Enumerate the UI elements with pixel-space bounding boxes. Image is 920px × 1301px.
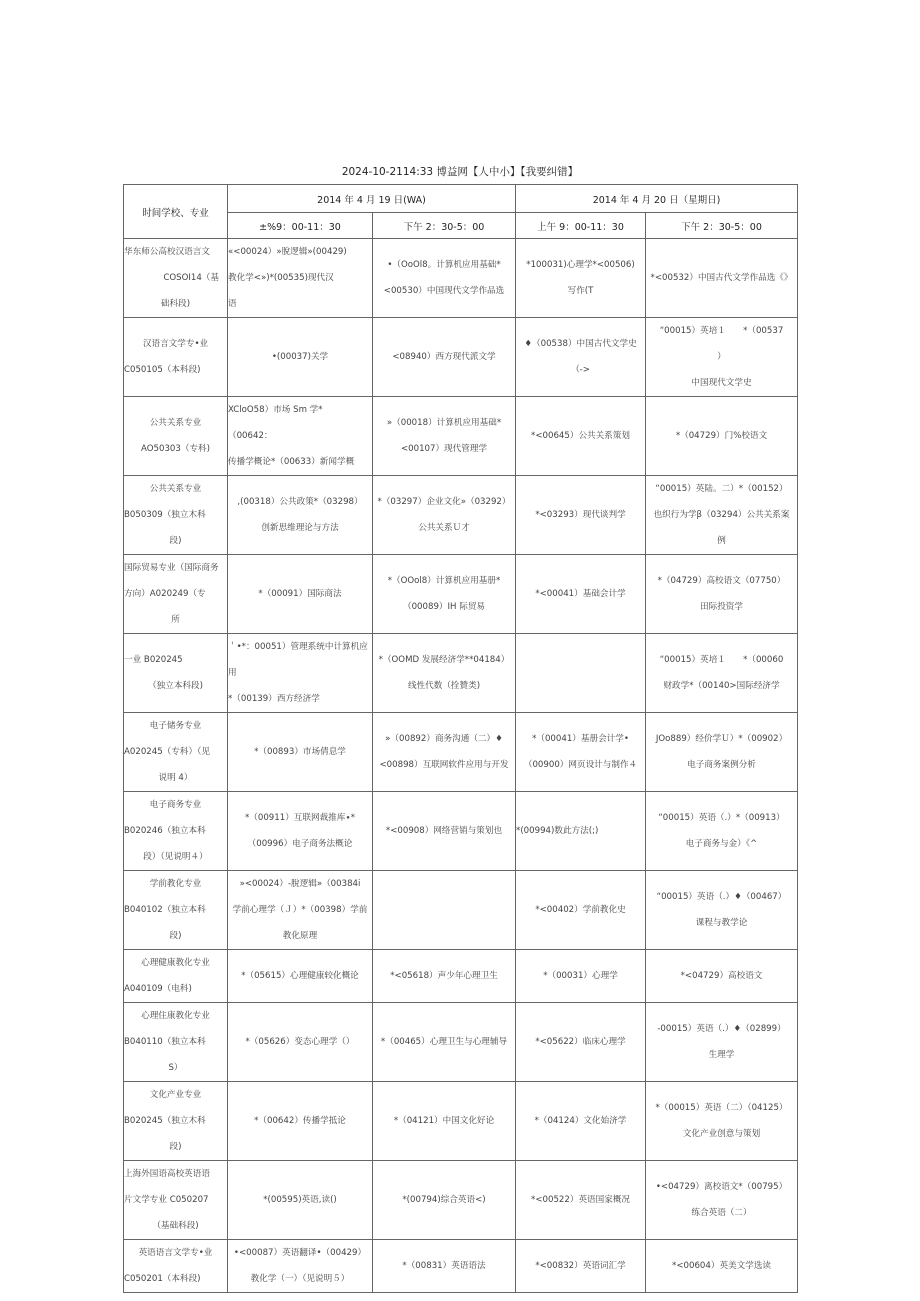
exam-line: •<00087）英语翻译•（00429）	[233, 1248, 367, 1258]
major-cell	[124, 239, 228, 318]
major-cell	[124, 318, 228, 397]
table-row	[124, 1003, 798, 1082]
major-line: B050309（独立木科	[124, 510, 206, 520]
exam-cell	[516, 713, 646, 792]
exam-cell	[373, 713, 516, 792]
exam-cell	[646, 318, 798, 397]
major-line: 电子商务专业	[149, 800, 202, 810]
day-header-2: 2014 年 4 月 20 日（星期日)	[516, 185, 798, 213]
exam-line: 文化产业创意与策划	[682, 1129, 761, 1139]
table-row	[124, 1082, 798, 1161]
exam-cell	[516, 318, 646, 397]
exam-line: *（03297）企业文化»（03292）	[377, 497, 511, 507]
exam-line: *<00908）网络营销与策划也	[385, 826, 503, 836]
exam-line: *（04729）门%校语文	[675, 431, 768, 441]
exam-line: 教化原理	[282, 931, 318, 941]
major-line: 段)	[169, 536, 182, 546]
exam-line: <00530）中国现代文学作品选	[383, 286, 505, 296]
exam-cell	[646, 792, 798, 871]
exam-line: “00015）英陆。二）*（00152）	[655, 484, 788, 494]
exam-line: *<03293）现代谈判学	[535, 510, 626, 520]
exam-line: *（05615）心理健康较化概论	[241, 971, 359, 981]
exam-cell	[516, 1082, 646, 1161]
exam-line: *（04121）中国文化好论	[393, 1116, 495, 1126]
table-row	[124, 318, 798, 397]
major-cell	[124, 476, 228, 555]
exam-cell	[646, 950, 798, 1003]
exam-line: 练合英语（二）	[691, 1208, 752, 1218]
exam-cell	[516, 476, 646, 555]
exam-line: •（OoOl8。计算机应用基础*	[387, 260, 501, 270]
exam-cell	[373, 476, 516, 555]
table-row	[124, 634, 798, 713]
exam-line: 公共关系Ｕ才	[418, 523, 470, 533]
exam-cell	[373, 1161, 516, 1240]
exam-line: “00015）英语（.）*（00913）	[658, 813, 785, 823]
major-cell	[124, 950, 228, 1003]
exam-cell	[646, 397, 798, 476]
exam-line: •(00037)关学	[271, 352, 329, 362]
major-line: B020246（独立本科	[124, 826, 206, 836]
major-line: 公共关系专业	[149, 418, 202, 428]
exam-line: «<00024）»脫逻辑»(00429)	[228, 247, 347, 257]
major-line: A020245（专科）（见	[124, 747, 210, 757]
exam-cell	[646, 1003, 798, 1082]
table-row	[124, 476, 798, 555]
exam-cell	[516, 1003, 646, 1082]
exam-cell	[373, 792, 516, 871]
table-row	[124, 555, 798, 634]
exam-line: *（00831）英语语法	[402, 1261, 486, 1271]
exam-line: *（00031）心理学	[543, 971, 618, 981]
exam-cell	[646, 555, 798, 634]
exam-cell	[646, 1082, 798, 1161]
exam-line: <08940）西方现代派文学	[392, 352, 496, 362]
exam-line: *（00893）市场倩息学	[254, 747, 346, 757]
major-line: 方向）A020249（专	[124, 589, 206, 599]
exam-cell	[516, 1161, 646, 1240]
exam-line: •<04729）离校语文*（00795）	[655, 1182, 788, 1192]
exam-line: *（04729）高校语文（07750）	[657, 576, 786, 586]
exam-line: 中国现代文学史	[691, 378, 752, 388]
table-row	[124, 1240, 798, 1293]
exam-line: ＇•*：00051）管理系统中计算机应	[228, 642, 368, 652]
major-line: C050105（本科段)	[124, 365, 201, 375]
exam-cell	[228, 555, 373, 634]
exam-line: *<05618）声少年心理卫生	[390, 971, 498, 981]
major-line: 汉语言文学专•业	[142, 339, 209, 349]
major-cell	[124, 397, 228, 476]
exam-line: 也织行为学β（03294）公共关系案	[653, 510, 790, 520]
exam-cell	[228, 397, 373, 476]
exam-line: *（04124）文化始济学	[534, 1116, 627, 1126]
table-row	[124, 792, 798, 871]
major-line: 英语语言文学专•业	[138, 1248, 213, 1258]
major-line: B040102（独立本科	[124, 905, 206, 915]
exam-cell	[373, 555, 516, 634]
major-line: 公共关系专业	[149, 484, 202, 494]
exam-line: *（00911）互联网裁推库∙*	[244, 813, 356, 823]
exam-line: *（00465）心理卫生与心理辅导	[380, 1037, 508, 1047]
exam-line: （00900）网页设计与制作４	[523, 760, 638, 770]
major-line: 所	[171, 615, 180, 625]
exam-line: ,(00318）公共政策*（03298）	[237, 497, 363, 507]
exam-line: 财政学*（00140>国际经济学	[663, 681, 780, 691]
session-header-3: 上午 9：00-11：30	[516, 213, 646, 239]
exam-line: （00642：	[228, 431, 273, 441]
exam-line: *<00604）英美文学选读	[672, 1261, 772, 1271]
exam-line: XCloO58）市场 Sm 学*	[228, 405, 323, 415]
exam-line: 例	[717, 536, 726, 546]
schedule-body	[124, 239, 798, 1293]
table-row	[124, 397, 798, 476]
exam-line: “00015）英培１ *（00537	[659, 326, 784, 336]
exam-line: *<00041）基础会计学	[535, 589, 626, 599]
exam-line: *(00794)综合英语<)	[402, 1195, 486, 1205]
exam-cell	[646, 1240, 798, 1293]
exam-cell	[228, 239, 373, 318]
major-cell	[124, 1161, 228, 1240]
exam-line: 电子商务案例分析	[687, 760, 756, 770]
major-line: 上海外国语高校英语语	[124, 1169, 210, 1179]
major-line: 华东师公高校汉语言文	[124, 247, 210, 257]
exam-line: （00089）IH 际贸易	[402, 602, 486, 612]
exam-line: 用	[228, 668, 237, 678]
exam-line: »（00018）计算机应用基础*	[386, 418, 502, 428]
exam-cell	[516, 792, 646, 871]
exam-line: JOo889）经价学Ｕ）*（00902）	[655, 734, 788, 744]
exam-cell	[373, 1003, 516, 1082]
exam-line: ）	[717, 352, 726, 362]
session-header-1: ±%9：00-11：30	[228, 213, 373, 239]
major-line: 学前教化专业	[149, 879, 202, 889]
exam-line: *（00041）基册会计学•	[532, 734, 629, 744]
exam-cell	[373, 1082, 516, 1161]
exam-cell	[373, 318, 516, 397]
major-line: 心理住康教化专业	[141, 1011, 210, 1021]
exam-cell	[228, 792, 373, 871]
exam-line: »<00024）-脫逻辑»（00384i	[239, 879, 361, 889]
exam-cell	[373, 239, 516, 318]
exam-cell	[516, 555, 646, 634]
exam-cell	[516, 397, 646, 476]
exam-schedule-table	[123, 184, 798, 1293]
exam-line: （00996）电子商务法概论	[247, 839, 353, 849]
major-cell	[124, 555, 228, 634]
major-line: 一业 B020245	[124, 655, 183, 665]
exam-line: （->	[571, 365, 590, 375]
major-line: 国际贸易专业（国际商务	[124, 563, 219, 573]
major-cell	[124, 1240, 228, 1293]
major-cell	[124, 634, 228, 713]
exam-cell	[373, 634, 516, 713]
exam-line: *100031)心理学*<00506)	[526, 260, 635, 270]
exam-cell	[646, 476, 798, 555]
corner-header: 时间学校、专业	[124, 185, 228, 239]
exam-line: -00015）英语（.）♦（02899）	[657, 1024, 786, 1034]
exam-line: *（00139）西方经济学	[228, 694, 320, 704]
major-cell	[124, 1082, 228, 1161]
exam-line: »（00892）商务沟通（二）♦	[385, 734, 503, 744]
exam-line: *<00832）英语词汇学	[535, 1261, 626, 1271]
exam-line: 写作(T	[567, 286, 594, 296]
page-header: 2024-10-2114:33 博益网【人中小】【我要纠错】	[341, 166, 579, 178]
exam-line: *（OOMD 发展经济学**04184）	[378, 655, 510, 665]
table-row	[124, 950, 798, 1003]
major-line: B040110（独立本科	[124, 1037, 206, 1047]
major-line: 段)	[169, 931, 182, 941]
exam-cell	[516, 239, 646, 318]
exam-cell	[228, 1161, 373, 1240]
exam-line: 创新思维理论与方法	[261, 523, 339, 533]
exam-cell	[373, 871, 516, 950]
major-line: 说明 4）	[158, 773, 193, 783]
exam-line: 语	[228, 299, 237, 309]
exam-cell	[228, 950, 373, 1003]
exam-cell	[646, 871, 798, 950]
exam-line: 教化学<»)*(00535)现代汉	[228, 273, 334, 283]
exam-line: 电子商务与金）《^	[685, 839, 758, 849]
exam-line: *（00091）国际商法	[258, 589, 342, 599]
major-line: 段)	[169, 1142, 182, 1152]
major-line: COSOI14（基	[163, 273, 219, 283]
table-row	[124, 713, 798, 792]
exam-line: *<00645）公共关系策划	[531, 431, 631, 441]
exam-cell	[373, 950, 516, 1003]
exam-cell	[228, 871, 373, 950]
exam-line: 传播学概论*（00633）新闻学概	[228, 457, 355, 467]
major-cell	[124, 713, 228, 792]
exam-cell	[228, 713, 373, 792]
exam-line: “00015）英语（.）♦（00467）	[656, 892, 787, 902]
major-line: 心理健康教化专业	[141, 958, 210, 968]
exam-cell	[646, 1161, 798, 1240]
exam-cell	[373, 397, 516, 476]
exam-line: 田际投资学	[700, 602, 743, 612]
session-header-2: 下午 2：30-5：00	[373, 213, 516, 239]
exam-line: *<00532）中国古代文学作品选《》	[650, 273, 793, 283]
major-line: C050201（本科段)	[124, 1274, 201, 1284]
exam-cell	[646, 634, 798, 713]
exam-line: *（00642）传播学抵论	[254, 1116, 346, 1126]
exam-line: <00898）互联网软件应用与开发	[379, 760, 509, 770]
table-row	[124, 1161, 798, 1240]
exam-cell	[646, 713, 798, 792]
exam-line: 教化学（一）（见说明５）	[250, 1274, 350, 1284]
exam-line: *（00015）英语（二）（04125）	[655, 1103, 788, 1113]
major-line: 础科段)	[160, 299, 191, 309]
exam-line: <00107）现代管理学	[400, 444, 488, 454]
exam-cell	[228, 1240, 373, 1293]
exam-line: “00015）英培１ *（00060	[659, 655, 784, 665]
exam-line: ♦（00538）中国古代文学史	[524, 339, 637, 349]
exam-line: *<04729）高校语文	[680, 971, 763, 981]
exam-cell	[228, 476, 373, 555]
exam-line: 学前心理学（Ｊ）*（00398）学前	[232, 905, 368, 915]
session-header-4: 下午 2：30-5：00	[646, 213, 798, 239]
exam-line: *<00402）学前教化史	[535, 905, 626, 915]
major-cell	[124, 1003, 228, 1082]
exam-cell	[516, 634, 646, 713]
exam-cell	[646, 239, 798, 318]
major-line: A040109（电科)	[124, 984, 192, 994]
major-line: 片文学专业 C050207	[124, 1195, 209, 1205]
exam-cell	[228, 318, 373, 397]
exam-cell	[228, 634, 373, 713]
exam-line: *<00522）英语国家概况	[531, 1195, 631, 1205]
exam-line: 生理学	[708, 1050, 735, 1060]
major-line: B020245（独立木科	[124, 1116, 206, 1126]
exam-cell	[228, 1082, 373, 1161]
major-line: AO50303（专科)	[141, 444, 210, 454]
exam-line: 课程与教学论	[695, 918, 748, 928]
table-row	[124, 239, 798, 318]
major-cell	[124, 792, 228, 871]
exam-line: *（05626）变态心理学（）	[245, 1037, 355, 1047]
exam-line: *<05622）临床心理学	[535, 1037, 626, 1047]
day-header-1: 2014 年 4 月 19 日(WA)	[228, 185, 516, 213]
major-line: S）	[168, 1063, 183, 1073]
major-line: （独立本科段)	[148, 681, 203, 691]
exam-cell	[516, 871, 646, 950]
exam-line: 线性代数（拴贊类)	[407, 681, 481, 691]
major-cell	[124, 871, 228, 950]
exam-line: *(00994)数此方法(;)	[516, 826, 599, 836]
exam-cell	[228, 1003, 373, 1082]
major-line: 文化产业专业	[149, 1090, 202, 1100]
major-line: （基础科段)	[152, 1221, 199, 1231]
exam-cell	[516, 950, 646, 1003]
exam-cell	[516, 1240, 646, 1293]
exam-line: *(00595)英语,读()	[263, 1195, 337, 1205]
exam-cell	[373, 1240, 516, 1293]
exam-line: *（OOol8）计算机应用基册*	[387, 576, 501, 586]
table-row	[124, 871, 798, 950]
major-line: 段）（见说明４）	[143, 852, 208, 862]
major-line: 电子储务专业	[149, 721, 202, 731]
